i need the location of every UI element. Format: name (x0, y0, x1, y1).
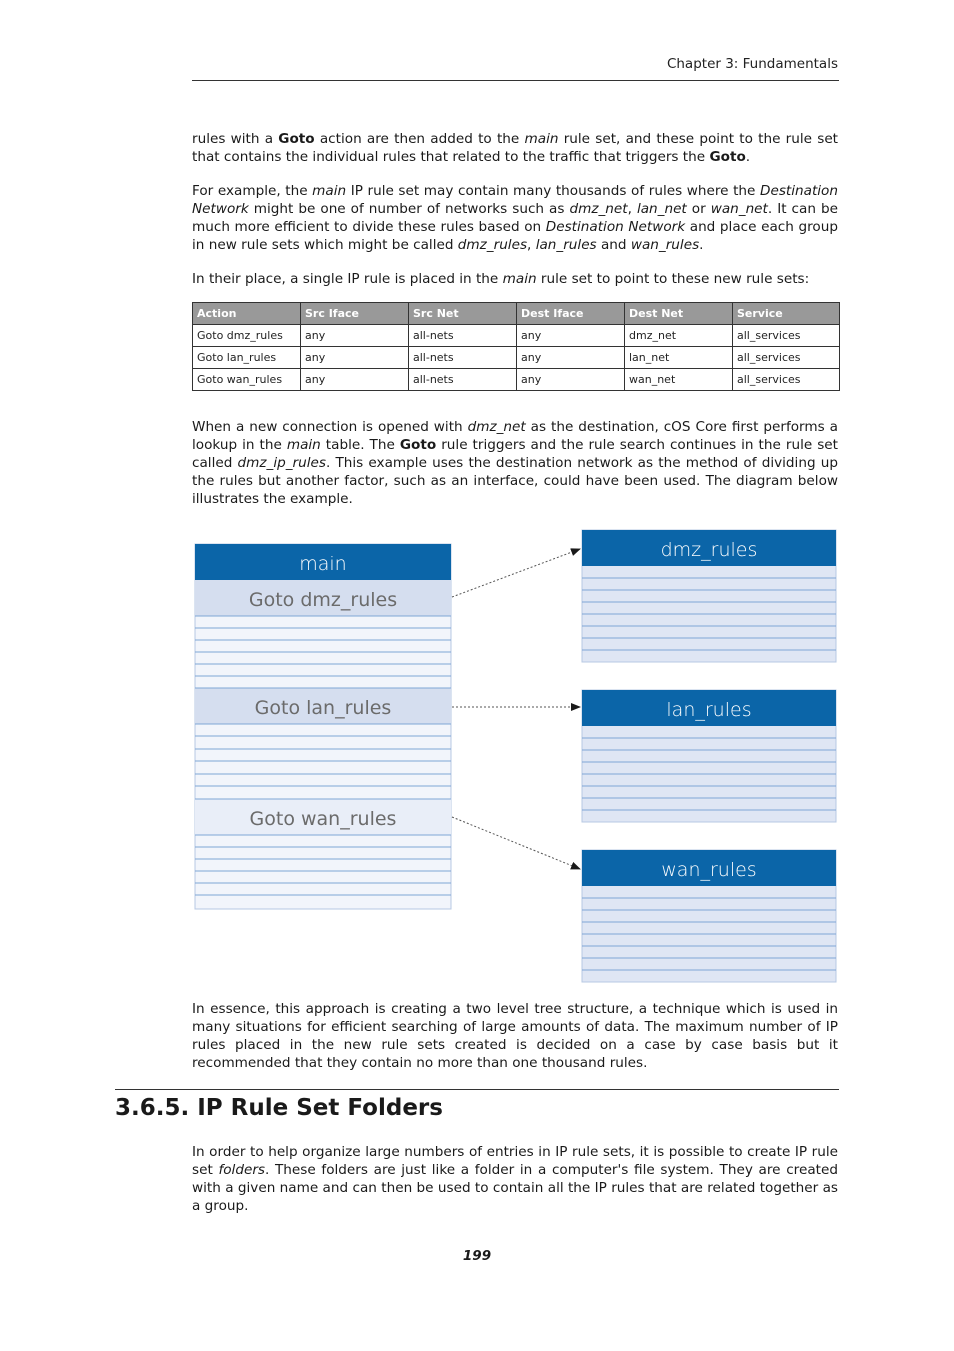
goto-wan-label: Goto wan_rules (249, 808, 397, 830)
dmz-title: dmz_rules (660, 539, 758, 561)
table-row (193, 347, 840, 369)
arrow-to-dmz (452, 549, 580, 597)
goto-dmz-label: Goto dmz_rules (248, 589, 398, 611)
dmz-rules-set (582, 530, 836, 662)
table-cell: all-nets (409, 369, 517, 391)
table-cell: Goto wan_rules (193, 369, 301, 391)
section-title: 3.6.5. IP Rule Set Folders (115, 1095, 443, 1121)
wan-title: wan_rules (661, 859, 757, 881)
lan-title: lan_rules (666, 699, 752, 721)
goto-rules-table (192, 302, 840, 391)
paragraph-tree-structure: In essence, this approach is creating a two level tree structure, a technique which is used in many situations for efficient searching of large amounts of data. The maximum number of IP rules placed in the new rule sets created is decided on a case by case basis but it recommended that they contain no more than one thousand rules. (192, 1001, 838, 1071)
col-dest-net: Dest Net (625, 303, 733, 325)
main-rule-set (195, 544, 451, 909)
paragraph-lookup: When a new connection is opened with dmz_net as the destination, cOS Core first performs a lookup in the main table. The Goto rule triggers and the rule search continues in the rule set called dmz_ip_rules. This example uses the destination network as the method of dividing up the rules but another factor, such as an interface, could have been used. The diagram below illustrates the example. (192, 419, 838, 507)
paragraph-single-rule: In their place, a single IP rule is placed in the main rule set to point to these new rule sets: (192, 271, 810, 287)
table-cell: any (301, 347, 409, 369)
section-divider (115, 1089, 839, 1090)
table-cell: any (301, 325, 409, 347)
col-dest-iface: Dest Iface (517, 303, 625, 325)
table-cell: any (517, 347, 625, 369)
col-src-iface: Src Iface (301, 303, 409, 325)
goto-lan-label: Goto lan_rules (254, 697, 392, 719)
table-cell: all_services (733, 369, 840, 391)
col-service: Service (733, 303, 840, 325)
table-header-row (193, 303, 840, 325)
header-divider (192, 80, 839, 81)
chapter-header: Chapter 3: Fundamentals (666, 56, 838, 72)
wan-rules-set (582, 850, 836, 982)
arrow-to-wan (452, 817, 580, 869)
col-action: Action (193, 303, 301, 325)
table-cell: all-nets (409, 325, 517, 347)
table-cell: all_services (733, 347, 840, 369)
table-cell: lan_net (625, 347, 733, 369)
paragraph-folders: In order to help organize large numbers of entries in IP rule sets, it is possible to create IP rule set folders. These folders are just like a folder in a computer's file system. They are created with a given name and can then be used to contain all the IP rules that are related together as a group. (192, 1144, 838, 1214)
table-cell: any (301, 369, 409, 391)
table-cell: all-nets (409, 347, 517, 369)
col-src-net: Src Net (409, 303, 517, 325)
page-number: 199 (462, 1248, 492, 1264)
paragraph-example: For example, the main IP rule set may contain many thousands of rules where the Destination Network might be one of number of networks such as dmz_net, lan_net or wan_net. It can be much more efficient to divide these rules based on Destination Network and place each group in new rule sets which might be called dmz_rules, lan_rules and wan_rules. (192, 183, 838, 253)
paragraph-goto-intro: rules with a Goto action are then added to the main rule set, and these point to the rule set that contains the individual rules that related to the traffic that triggers the Goto. (192, 131, 839, 165)
rule-set-diagram (180, 525, 850, 990)
table-cell: Goto dmz_rules (193, 325, 301, 347)
table-row (193, 369, 840, 391)
table-row (193, 325, 840, 347)
table-cell: any (517, 325, 625, 347)
table-cell: wan_net (625, 369, 733, 391)
main-title: main (299, 553, 347, 575)
table-cell: any (517, 369, 625, 391)
table-cell: all_services (733, 325, 840, 347)
lan-rules-set (582, 690, 836, 822)
table-cell: Goto lan_rules (193, 347, 301, 369)
table-cell: dmz_net (625, 325, 733, 347)
